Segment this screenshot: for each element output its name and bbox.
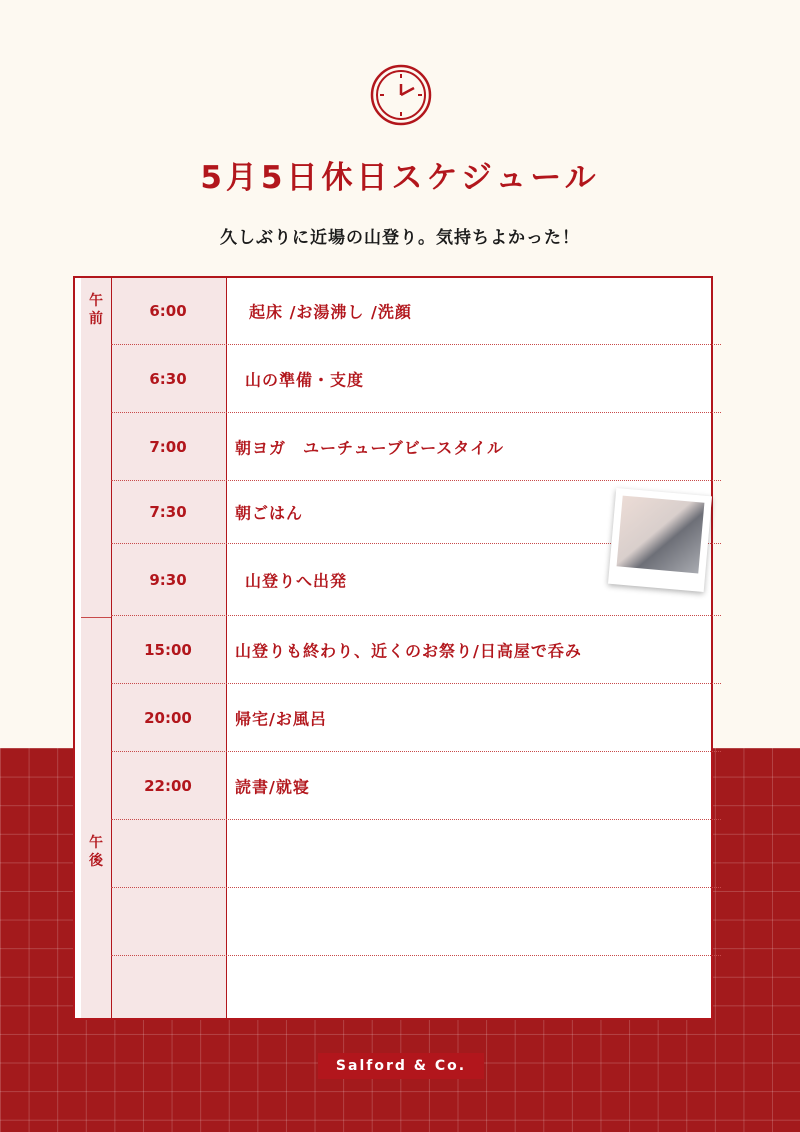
pm-label: 午 後 [89, 835, 103, 869]
row-time: 20:00 [144, 708, 192, 727]
table-row [111, 345, 721, 413]
page-title: 5月5日休日スケジュール [200, 160, 600, 196]
table-row [111, 752, 721, 820]
row-activity: 読書/就寝 [235, 777, 310, 796]
row-activity: 山の準備・支度 [245, 370, 365, 389]
table-row [111, 616, 721, 684]
table-row [111, 820, 721, 888]
clock-icon [369, 63, 433, 127]
table-row [111, 684, 721, 752]
laptop-photo [608, 488, 712, 592]
row-time: 6:30 [149, 369, 187, 388]
row-time: 6:00 [149, 302, 187, 320]
row-time: 7:00 [149, 437, 187, 456]
ampm-divider [81, 617, 111, 618]
schedule-card [73, 276, 713, 1020]
row-activity: 起床 /お湯沸し /洗顔 [249, 302, 412, 322]
am-label: 午 前 [89, 293, 103, 327]
row-activity: 山登りも終わり、近くのお祭り/日高屋で呑み [235, 641, 582, 660]
ampm-column [81, 278, 111, 1018]
table-row [111, 888, 721, 956]
table-row [111, 956, 721, 1018]
row-time: 22:00 [144, 776, 192, 795]
table-row [111, 413, 721, 481]
row-time: 7:30 [149, 503, 187, 521]
brand-footer: Salford & Co. [318, 1053, 484, 1079]
row-time: 9:30 [149, 570, 187, 589]
row-activity: 帰宅/お風呂 [235, 709, 327, 728]
table-row [111, 278, 721, 345]
row-time: 15:00 [144, 640, 192, 659]
laptop-photo-image [617, 496, 705, 574]
row-activity: 山登りへ出発 [245, 571, 348, 590]
row-activity: 朝ヨガ ユーチューブビースタイル [235, 438, 504, 457]
row-activity: 朝ごはん [235, 503, 304, 523]
page-subtitle: 久しぶりに近場の山登り。気持ちよかった！ [220, 228, 580, 248]
